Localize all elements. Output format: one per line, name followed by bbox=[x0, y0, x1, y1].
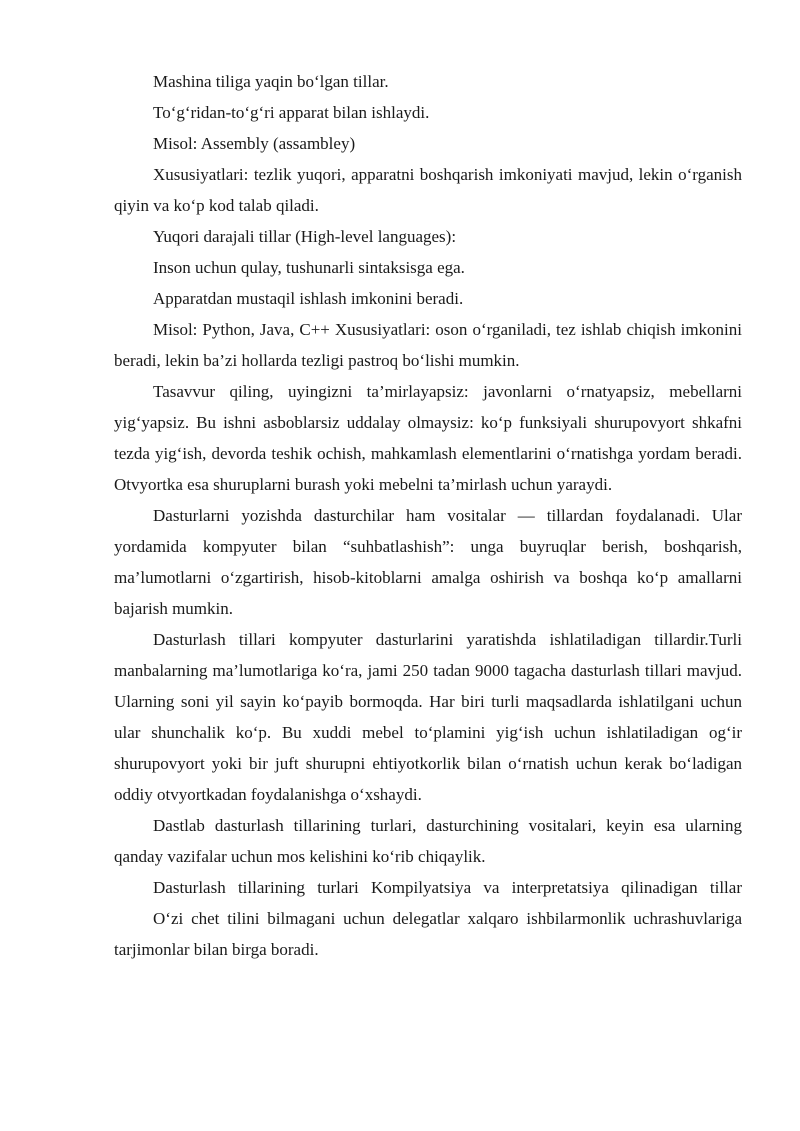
paragraph: Tasavvur qiling, uyingizni ta’mirlayapsiz: javonlarni o‘rnatyapsiz, mebellarni yig‘yapsiz. Bu ishni asboblarsiz uddalay olmaysiz: ko‘p funksiyali shurupovyort shkafni tezda yig‘ish, devorda teshik ochish, mahkamlash elementlarini o‘rnatishga yordam beradi. Otvyortka esa shuruplarni burash yoki mebelni ta’mirlash uchun yaraydi. bbox=[114, 382, 742, 494]
paragraph: Dastlab dasturlash tillarining turlari, dasturchining vositalari, keyin esa ularning qanday vazifalar uchun mos kelishini ko‘rib chiqaylik. bbox=[114, 816, 742, 866]
paragraph: Dasturlarni yozishda dasturchilar ham vositalar — tillardan foydalanadi. Ular yordamida kompyuter bilan “suhbatlashish”: unga buyruqlar berish, boshqarish, ma’lumotlarni o‘zgartirish, hisob-kitoblarni amalga oshirish va boshqa ko‘p amallarni bajarish mumkin. bbox=[114, 506, 742, 618]
paragraph: Misol: Python, Java, C++ Xususiyatlari: oson o‘rganiladi, tez ishlab chiqish imkonini beradi, lekin ba’zi hollarda tezligi pastroq bo‘lishi mumkin. bbox=[114, 320, 742, 370]
paragraph: O‘zi chet tilini bilmagani uchun delegatlar xalqaro ishbilarmonlik uchrashuvlariga tarjimonlar bilan birga boradi. bbox=[114, 909, 742, 959]
paragraph: To‘g‘ridan-to‘g‘ri apparat bilan ishlaydi. bbox=[153, 103, 430, 122]
paragraph: Inson uchun qulay, tushunarli sintaksisga ega. bbox=[153, 258, 465, 277]
paragraph: Apparatdan mustaqil ishlash imkonini beradi. bbox=[153, 289, 464, 308]
paragraph: Dasturlash tillarining turlari Kompilyatsiya va interpretatsiya qilinadigan tillar bbox=[153, 878, 742, 897]
paragraph: Mashina tiliga yaqin bo‘lgan tillar. bbox=[153, 72, 389, 91]
paragraph: Yuqori darajali tillar (High-level languages): bbox=[153, 227, 457, 246]
paragraph: Dasturlash tillari kompyuter dasturlarini yaratishda ishlatiladigan tillardir.Turli manbalarning ma’lumotlariga ko‘ra, jami 250 tadan 9000 tagacha dasturlash tillari mavjud. Ularning soni yil sayin ko‘payib bormoqda. Har biri turli maqsadlarda ishlatilgani uchun ular shunchalik ko‘p. Bu xuddi mebel to‘plamini yig‘ish uchun ishlatiladigan og‘ir shurupovyort yoki bir juft shurupni ehtiyotkorlik bilan o‘rnatish uchun kerak bo‘ladigan oddiy otvyortkadan foydalanishga o‘xshaydi. bbox=[114, 630, 742, 804]
document-body bbox=[114, 66, 742, 965]
paragraph: Xususiyatlari: tezlik yuqori, apparatni boshqarish imkoniyati mavjud, lekin o‘rganish qiyin va ko‘p kod talab qiladi. bbox=[114, 165, 742, 215]
paragraph: Misol: Assembly (assambley) bbox=[153, 134, 356, 153]
